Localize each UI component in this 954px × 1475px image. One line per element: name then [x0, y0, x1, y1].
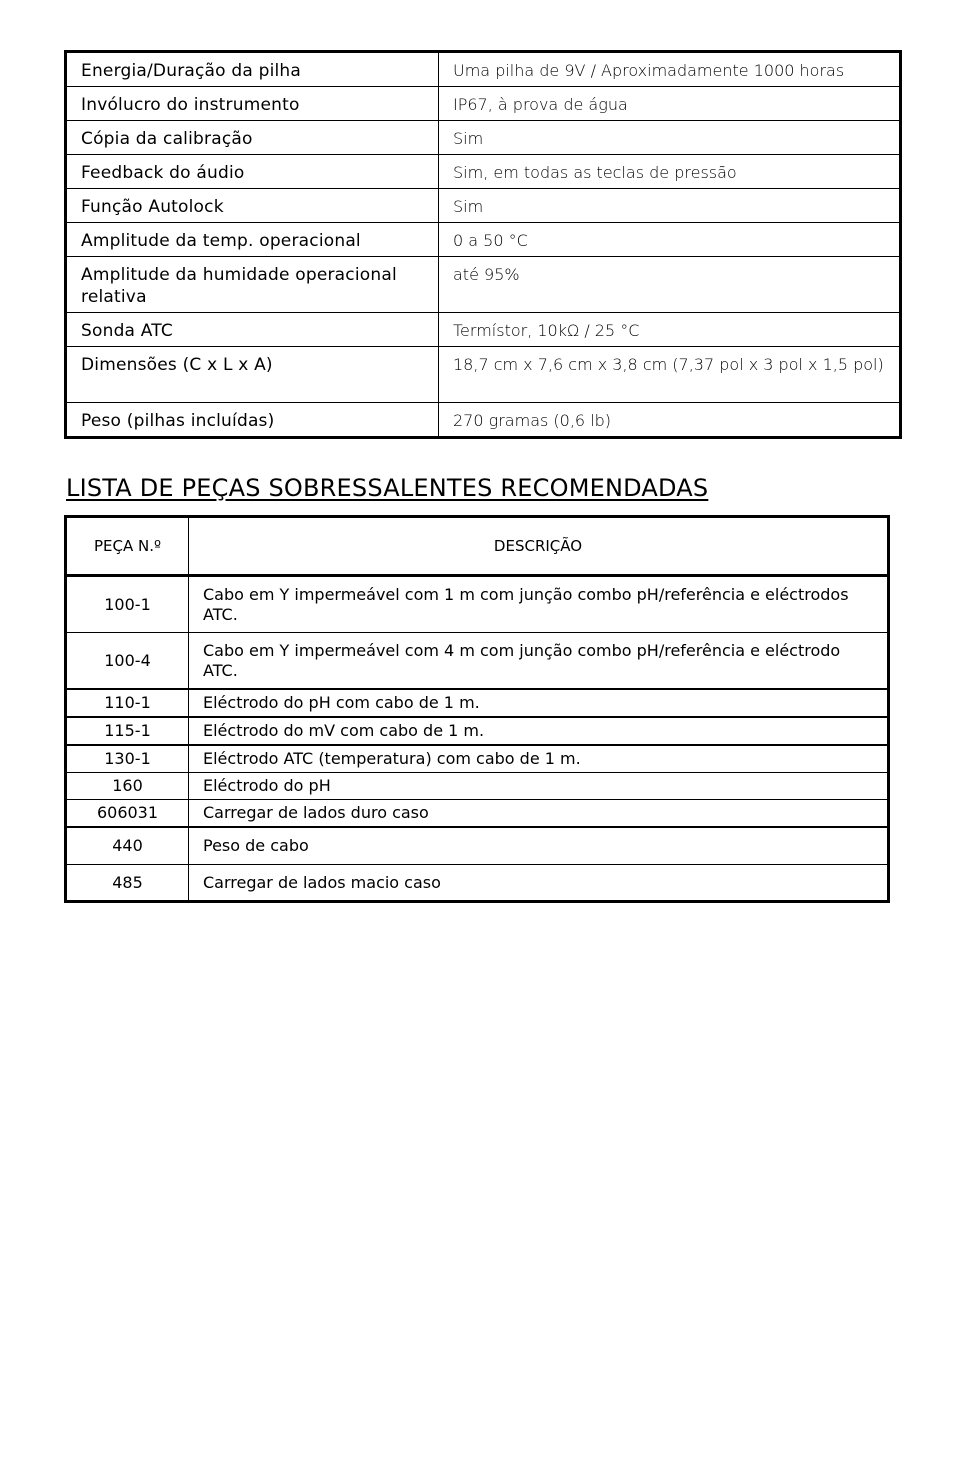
table-row	[66, 745, 889, 773]
part-description: Carregar de lados duro caso	[189, 800, 889, 828]
part-description: Cabo em Y impermeável com 4 m com junção combo pH/referência e eléctrodo ATC.	[189, 633, 889, 690]
spec-value: Uma pilha de 9V / Aproximadamente 1000 horas	[439, 52, 901, 87]
spec-row	[66, 313, 901, 347]
spec-value: Sim	[439, 121, 901, 155]
part-description: Eléctrodo do mV com cabo de 1 m.	[189, 717, 889, 745]
part-number-header: PEÇA N.º	[66, 517, 189, 576]
spec-key: Dimensões (C x L x A)	[66, 347, 439, 403]
part-description: Peso de cabo	[189, 827, 889, 865]
description-header: DESCRIÇÃO	[189, 517, 889, 576]
spec-row	[66, 403, 901, 438]
spec-key: Peso (pilhas incluídas)	[66, 403, 439, 438]
spec-value: Sim, em todas as teclas de pressão	[439, 155, 901, 189]
spec-row	[66, 223, 901, 257]
part-description: Eléctrodo ATC (temperatura) com cabo de 1 m.	[189, 745, 889, 773]
spec-value: 270 gramas (0,6 lb)	[439, 403, 901, 438]
part-number: 115-1	[66, 717, 189, 745]
specifications-table	[64, 50, 902, 439]
spec-row	[66, 257, 901, 313]
spare-parts-table	[64, 515, 890, 903]
spec-value: até 95%	[439, 257, 901, 313]
part-description: Carregar de lados macio caso	[189, 865, 889, 902]
table-row	[66, 633, 889, 690]
spec-row	[66, 189, 901, 223]
spec-value: Termístor, 10kΩ / 25 °C	[439, 313, 901, 347]
part-description: Eléctrodo do pH	[189, 773, 889, 800]
spec-row	[66, 347, 901, 403]
table-row	[66, 689, 889, 717]
spec-row	[66, 52, 901, 87]
parts-header-row	[66, 517, 889, 576]
table-row	[66, 717, 889, 745]
spec-row	[66, 87, 901, 121]
table-row	[66, 576, 889, 633]
spec-key: Função Autolock	[66, 189, 439, 223]
part-number: 100-4	[66, 633, 189, 690]
spec-key: Sonda ATC	[66, 313, 439, 347]
part-description: Eléctrodo do pH com cabo de 1 m.	[189, 689, 889, 717]
spare-parts-heading: LISTA DE PEÇAS SOBRESSALENTES RECOMENDADAS	[66, 474, 709, 502]
part-description: Cabo em Y impermeável com 1 m com junção combo pH/referência e eléctrodos ATC.	[189, 576, 889, 633]
part-number: 160	[66, 773, 189, 800]
spec-row	[66, 121, 901, 155]
part-number: 606031	[66, 800, 189, 828]
part-number: 110-1	[66, 689, 189, 717]
spec-value: IP67, à prova de água	[439, 87, 901, 121]
part-number: 130-1	[66, 745, 189, 773]
spec-key: Energia/Duração da pilha	[66, 52, 439, 87]
table-row	[66, 827, 889, 865]
spec-value: 18,7 cm x 7,6 cm x 3,8 cm (7,37 pol x 3 pol x 1,5 pol)	[439, 347, 901, 403]
spec-key: Amplitude da humidade operacional relativa	[66, 257, 439, 313]
spec-value: 0 a 50 °C	[439, 223, 901, 257]
part-number: 440	[66, 827, 189, 865]
spec-value: Sim	[439, 189, 901, 223]
spec-key: Amplitude da temp. operacional	[66, 223, 439, 257]
spec-key: Invólucro do instrumento	[66, 87, 439, 121]
spec-key: Feedback do áudio	[66, 155, 439, 189]
part-number: 100-1	[66, 576, 189, 633]
spec-row	[66, 155, 901, 189]
table-row	[66, 800, 889, 828]
spec-key: Cópia da calibração	[66, 121, 439, 155]
part-number: 485	[66, 865, 189, 902]
table-row	[66, 865, 889, 902]
table-row	[66, 773, 889, 800]
